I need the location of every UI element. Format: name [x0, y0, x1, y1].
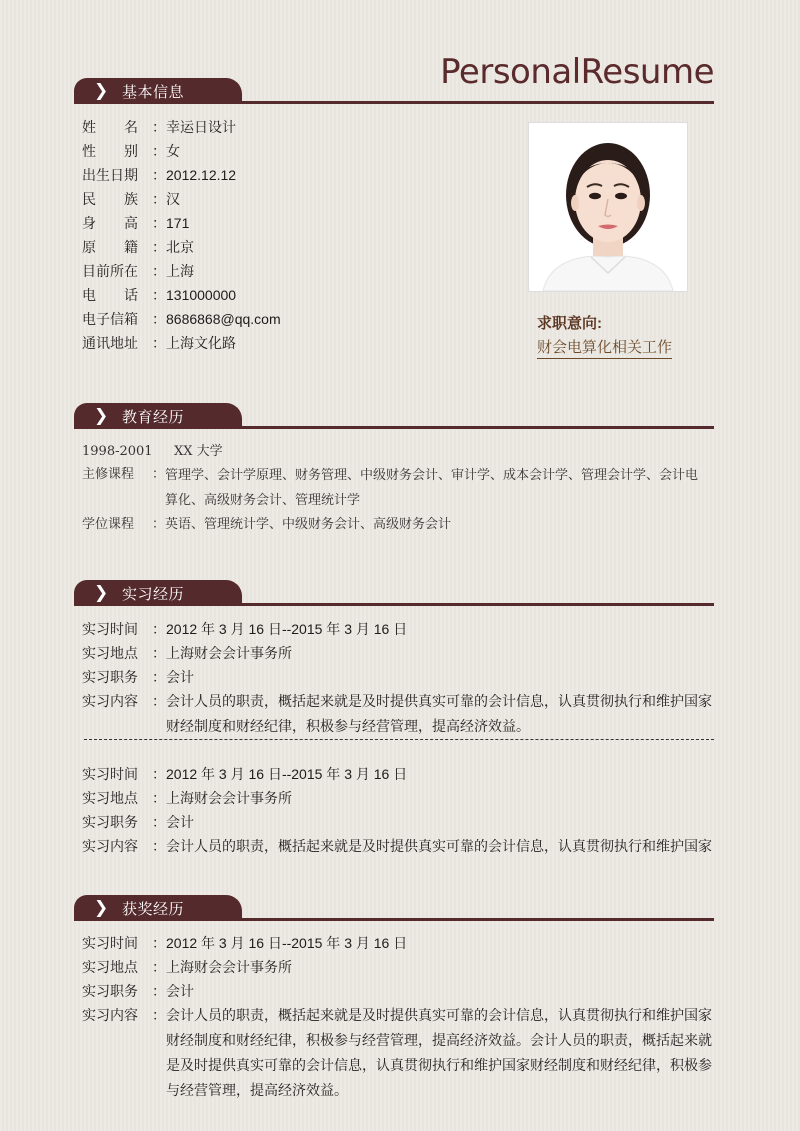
info-label: 原 籍 — [82, 239, 138, 255]
section-divider — [74, 101, 714, 104]
section-divider — [74, 918, 714, 921]
entry-label: 实习职务 — [82, 669, 138, 685]
entry-value: 上海财会会计事务所 — [166, 959, 292, 975]
info-label: 出生日期 — [82, 167, 138, 183]
section-title: 实习经历 — [122, 585, 185, 603]
info-value: 上海 — [166, 263, 194, 279]
section-divider — [74, 603, 714, 606]
info-label: 通讯地址 — [82, 335, 138, 351]
internship-2-content-row: 实习内容 ： 会计人员的职责，概括起来就是及时提供真实可靠的会计信息，认真贯彻执行和维护国家 — [82, 834, 712, 858]
info-row-email: 电子信箱 ： 8686868@qq.com — [82, 307, 281, 331]
entry-value: 上海财会会计事务所 — [166, 645, 292, 661]
entry-label: 实习内容 — [82, 693, 138, 709]
awards-content-row: 实习内容 ： 会计人员的职责，概括起来就是及时提供真实可靠的会计信息，认真贯彻执行和维护国家财经制度和财经纪律，积极参与经营管理，提高经济效益。会计人员的职责，概括起来就是及时提供真实可靠的会计信息，认真贯彻执行和维护国家财经制度和财经纪律，积极参与经营管理，提高经济效益。 — [82, 1003, 718, 1103]
info-value: 8686868@qq.com — [166, 311, 281, 327]
info-label: 目前所在 — [82, 263, 138, 279]
awards-place-row: 实习地点 ： 上海财会会计事务所 — [82, 955, 292, 979]
info-row-ethnicity: 民 族 ： 汉 — [82, 187, 180, 211]
education-degree-row: 学位课程 ： 英语、管理统计学、中级财务会计、高级财务会计 — [82, 513, 451, 537]
entry-value: 会计人员的职责，概括起来就是及时提供真实可靠的会计信息，认真贯彻执行和维护国家财经制度和财经纪律，积极参与经营管理，提高经济效益。会计人员的职责，概括起来就是及时提供真实可靠的会计信息，认真贯彻执行和维护国家财经制度和财经纪律，积极参与经营管理，提高经济效益。 — [166, 1007, 712, 1098]
info-row-location: 目前所在 ： 上海 — [82, 259, 194, 283]
entry-label: 实习内容 — [82, 1007, 138, 1023]
info-row-height: 身 高 ： 171 — [82, 211, 189, 235]
info-value: 女 — [166, 143, 180, 159]
internship-2-role-row: 实习职务 ： 会计 — [82, 810, 194, 834]
entry-label: 实习地点 — [82, 645, 138, 661]
education-period: 1998-2001 — [82, 444, 153, 459]
info-label: 电子信箱 — [82, 311, 138, 327]
entry-label: 实习时间 — [82, 766, 138, 782]
info-row-birth: 出生日期 ： 2012.12.12 — [82, 163, 236, 187]
entry-label: 实习职务 — [82, 983, 138, 999]
info-label: 电 话 — [82, 287, 138, 303]
section-header-internship — [74, 580, 714, 606]
internship-1-place-row: 实习地点 ： 上海财会会计事务所 — [82, 641, 292, 665]
internship-1-time-row: 实习时间 ： 2012 年 3 月 16 日--2015 年 3 月 16 日 — [82, 617, 407, 641]
dashed-divider — [84, 739, 714, 740]
education-degree-value: 英语、管理统计学、中级财务会计、高级财务会计 — [165, 517, 452, 532]
info-label: 姓 名 — [82, 119, 138, 135]
info-value: 2012.12.12 — [166, 167, 237, 183]
entry-label: 实习地点 — [82, 790, 138, 806]
entry-value: 2012 年 3 月 16 日--2015 年 3 月 16 日 — [166, 935, 408, 951]
info-value: 幸运日设计 — [166, 119, 236, 135]
internship-2-place-row: 实习地点 ： 上海财会会计事务所 — [82, 786, 292, 810]
info-value: 171 — [166, 215, 190, 231]
info-row-phone: 电 话 ： 131000000 — [82, 283, 236, 307]
info-value: 汉 — [166, 191, 180, 207]
section-header-basic — [74, 78, 714, 104]
section-header-awards — [74, 895, 714, 921]
info-row-address: 通讯地址 ： 上海文化路 — [82, 331, 236, 355]
info-label: 身 高 — [82, 215, 138, 231]
section-header-education — [74, 403, 714, 429]
chevron-right-icon: ❯ — [94, 898, 109, 917]
internship-1-content-row: 实习内容 ： 会计人员的职责，概括起来就是及时提供真实可靠的会计信息，认真贯彻执行和维护国家财经制度和财经纪律，积极参与经营管理，提高经济效益。 — [82, 689, 718, 739]
info-value: 北京 — [166, 239, 194, 255]
info-value: 上海文化路 — [166, 335, 236, 351]
entry-label: 实习时间 — [82, 935, 138, 951]
entry-label: 实习内容 — [82, 838, 138, 854]
entry-value: 会计人员的职责，概括起来就是及时提供真实可靠的会计信息，认真贯彻执行和维护国家 — [166, 838, 712, 854]
education-school: XX 大学 — [174, 444, 223, 459]
education-major-label: 主修课程 — [82, 467, 135, 482]
section-divider — [74, 426, 714, 429]
info-label: 民 族 — [82, 191, 138, 207]
entry-label: 实习地点 — [82, 959, 138, 975]
education-degree-label: 学位课程 — [82, 517, 135, 532]
awards-role-row: 实习职务 ： 会计 — [82, 979, 194, 1003]
internship-2-time-row: 实习时间 ： 2012 年 3 月 16 日--2015 年 3 月 16 日 — [82, 762, 407, 786]
entry-value: 会计 — [166, 814, 194, 830]
entry-value: 会计 — [166, 983, 194, 999]
info-label: 性 别 — [82, 143, 138, 159]
entry-value: 会计 — [166, 669, 194, 685]
entry-value: 会计人员的职责，概括起来就是及时提供真实可靠的会计信息，认真贯彻执行和维护国家财经制度和财经纪律，积极参与经营管理，提高经济效益。 — [166, 693, 712, 734]
education-major-row: 主修课程 ： 管理学、会计学原理、财务管理、中级财务会计、审计学、成本会计学、管理会计学、会计电算化、高级财务会计、管理统计学 — [82, 463, 705, 513]
entry-value: 上海财会会计事务所 — [166, 790, 292, 806]
section-title: 基本信息 — [122, 83, 185, 101]
info-row-origin: 原 籍 ： 北京 — [82, 235, 194, 259]
education-major-value: 管理学、会计学原理、财务管理、中级财务会计、审计学、成本会计学、管理会计学、会计电算化、高级财务会计、管理统计学 — [165, 468, 699, 508]
awards-time-row: 实习时间 ： 2012 年 3 月 16 日--2015 年 3 月 16 日 — [82, 931, 407, 955]
education-period-row — [82, 440, 223, 464]
info-value: 131000000 — [166, 287, 237, 303]
job-intent-value: 财会电算化相关工作 — [537, 338, 672, 359]
internship-1-role-row: 实习职务 ： 会计 — [82, 665, 194, 689]
brand-title: PersonalResume — [440, 52, 714, 92]
info-row-name: 姓 名 ： 幸运日设计 — [82, 115, 236, 139]
section-title: 教育经历 — [122, 408, 185, 426]
entry-value: 2012 年 3 月 16 日--2015 年 3 月 16 日 — [166, 766, 408, 782]
job-intent-label: 求职意向: — [537, 315, 602, 332]
entry-value: 2012 年 3 月 16 日--2015 年 3 月 16 日 — [166, 621, 408, 637]
entry-label: 实习职务 — [82, 814, 138, 830]
chevron-right-icon: ❯ — [94, 583, 109, 602]
profile-photo — [528, 122, 688, 292]
entry-label: 实习时间 — [82, 621, 138, 637]
chevron-right-icon: ❯ — [94, 81, 109, 100]
chevron-right-icon: ❯ — [94, 406, 109, 425]
info-row-gender: 性 别 ： 女 — [82, 139, 180, 163]
section-title: 获奖经历 — [122, 900, 185, 918]
